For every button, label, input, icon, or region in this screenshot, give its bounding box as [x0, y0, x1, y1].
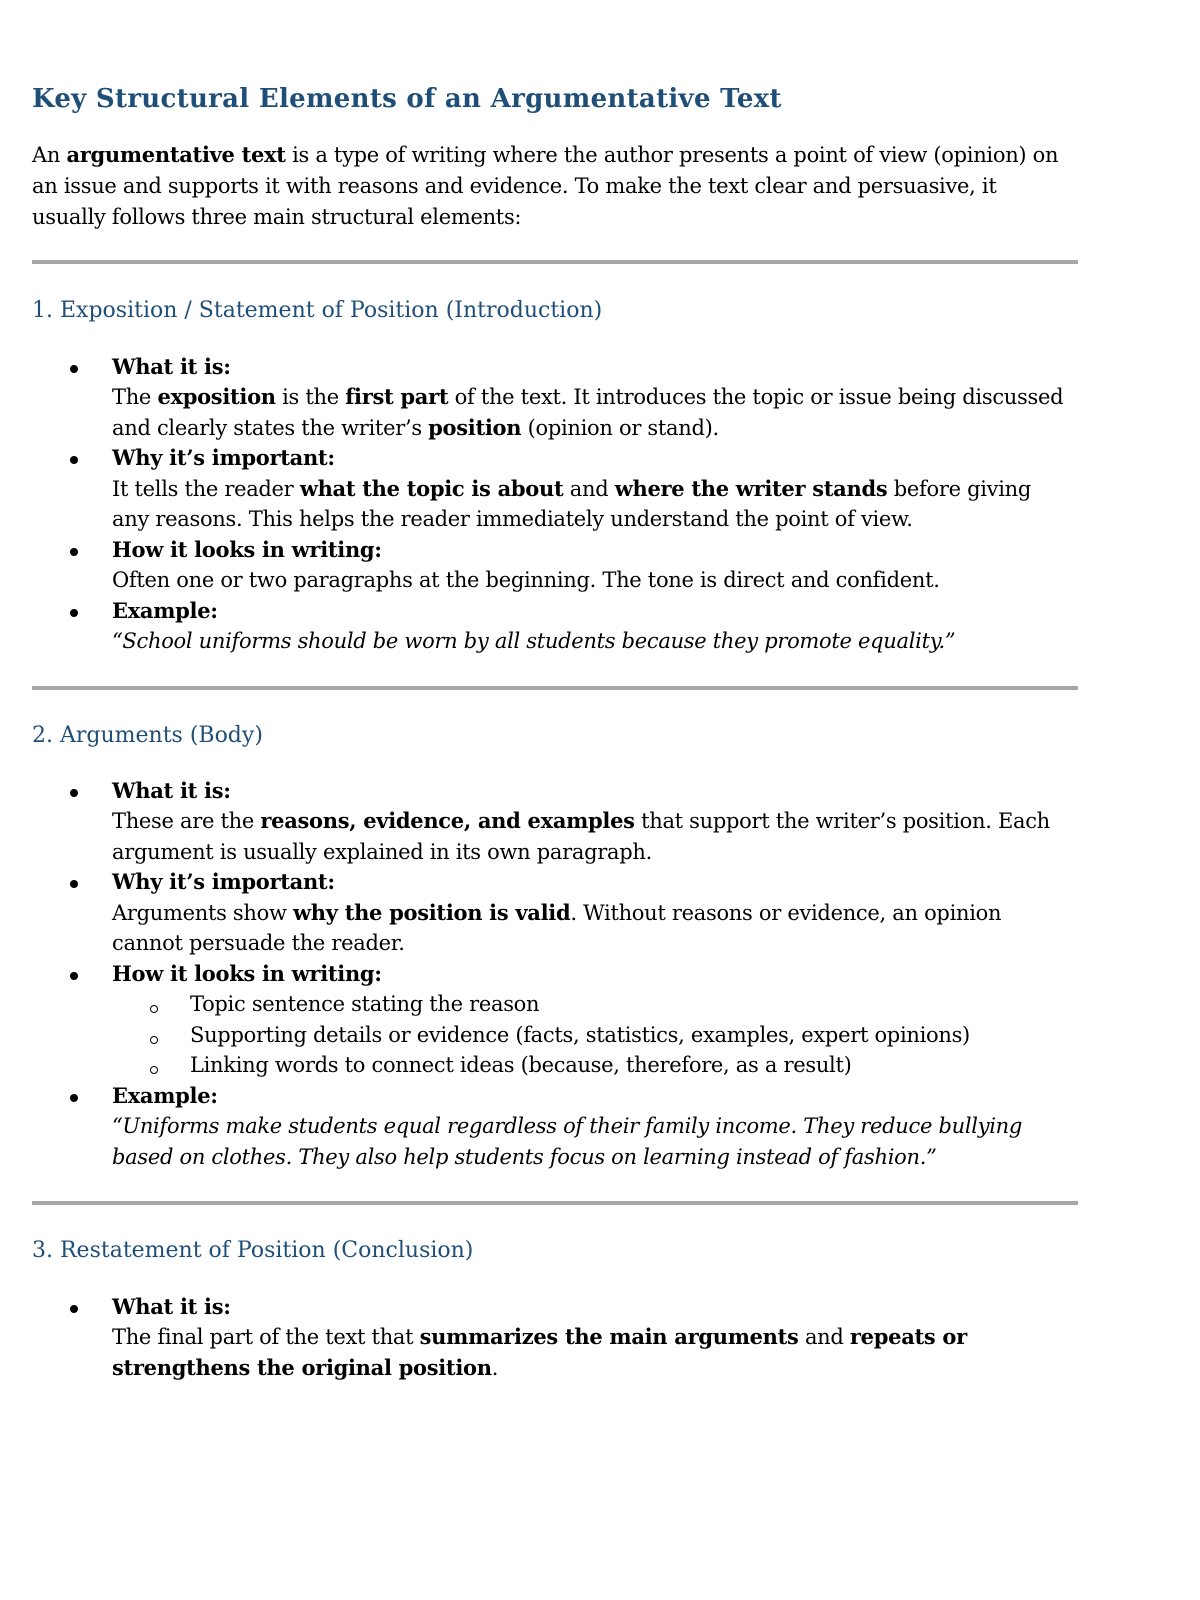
bullet-icon — [70, 789, 78, 797]
sub-list-item — [112, 989, 1072, 1020]
item-label: What it is: — [112, 777, 231, 803]
item-label: What it is: — [112, 1293, 231, 1319]
section-heading-exposition: 1. Exposition / Statement of Position (Introduction) — [32, 298, 603, 324]
circle-bullet-icon — [150, 1036, 158, 1044]
item-label: How it looks in writing: — [112, 536, 382, 562]
bullet-icon — [70, 880, 78, 888]
sub-item-text: Supporting details or evidence (facts, statistics, examples, expert opinions) — [190, 1022, 970, 1047]
document-title: Key Structural Elements of an Argumentative Text — [32, 84, 782, 114]
sub-list — [112, 989, 1072, 1081]
list-item — [32, 1292, 1072, 1384]
intro-text: An — [32, 143, 67, 168]
item-text: Arguments show why the position is valid. Without reasons or evidence, an opinion cannot persuade the reader. — [112, 899, 1002, 956]
bullet-icon — [70, 609, 78, 617]
document-page — [32, 84, 1072, 1383]
section-heading-conclusion: 3. Restatement of Position (Conclusion) — [32, 1238, 474, 1264]
list-item — [32, 352, 1072, 444]
section-heading-arguments: 2. Arguments (Body) — [32, 722, 263, 748]
section-divider — [32, 1201, 1078, 1205]
sub-item-text: Linking words to connect ideas (because, therefore, as a result) — [190, 1053, 852, 1078]
sub-list-item — [112, 1050, 1072, 1081]
arguments-list — [32, 776, 1072, 1173]
item-label: Why it’s important: — [112, 445, 335, 471]
list-item — [32, 443, 1072, 535]
item-text: Often one or two paragraphs at the beginning. The tone is direct and confident. — [112, 568, 940, 593]
example-quote: “School uniforms should be worn by all students because they promote equality.” — [112, 629, 956, 654]
bullet-icon — [70, 548, 78, 556]
item-label: How it looks in writing: — [112, 960, 382, 986]
bullet-icon — [70, 972, 78, 980]
list-item — [32, 867, 1072, 959]
section-divider — [32, 260, 1078, 264]
item-label: What it is: — [112, 353, 231, 379]
item-label: Example: — [112, 597, 218, 623]
item-label: Example: — [112, 1082, 218, 1108]
item-text: These are the reasons, evidence, and examples that support the writer’s position. Each argument is usually explained in its own paragraph. — [112, 808, 1050, 864]
list-item — [32, 596, 1072, 657]
bullet-icon — [70, 365, 78, 373]
bullet-icon — [70, 1305, 78, 1313]
bullet-icon — [70, 456, 78, 464]
exposition-list — [32, 352, 1072, 657]
intro-text: is a type of writing where the author presents a point of view (opinion) on an issue and supports it with reasons and evidence. To make the text clear and persuasive, it usually follows three main structural elements: — [32, 143, 1059, 230]
section-divider — [32, 686, 1078, 690]
sub-item-text: Topic sentence stating the reason — [190, 992, 540, 1017]
list-item — [32, 959, 1072, 1081]
item-text: The final part of the text that summarizes the main arguments and repeats or strengthens the original position. — [112, 1324, 967, 1380]
intro-paragraph — [32, 139, 1072, 233]
item-label: Why it’s important: — [112, 869, 335, 895]
sub-list-item — [112, 1020, 1072, 1051]
bullet-icon — [70, 1094, 78, 1102]
circle-bullet-icon — [150, 1005, 158, 1013]
list-item — [32, 776, 1072, 868]
list-item — [32, 535, 1072, 596]
example-quote: “Uniforms make students equal regardless of their family income. They reduce bullying based on clothes. They also help students focus on learning instead of fashion.” — [112, 1114, 1023, 1169]
intro-bold: argumentative text — [66, 142, 286, 168]
conclusion-list — [32, 1292, 1072, 1384]
item-text: The exposition is the first part of the text. It introduces the topic or issue being discussed and clearly states the writer’s position (opinion or stand). — [112, 384, 1064, 440]
circle-bullet-icon — [150, 1066, 158, 1074]
item-text: It tells the reader what the topic is about and where the writer stands before giving any reasons. This helps the reader immediately understand the point of view. — [112, 475, 1031, 532]
list-item — [32, 1081, 1072, 1173]
